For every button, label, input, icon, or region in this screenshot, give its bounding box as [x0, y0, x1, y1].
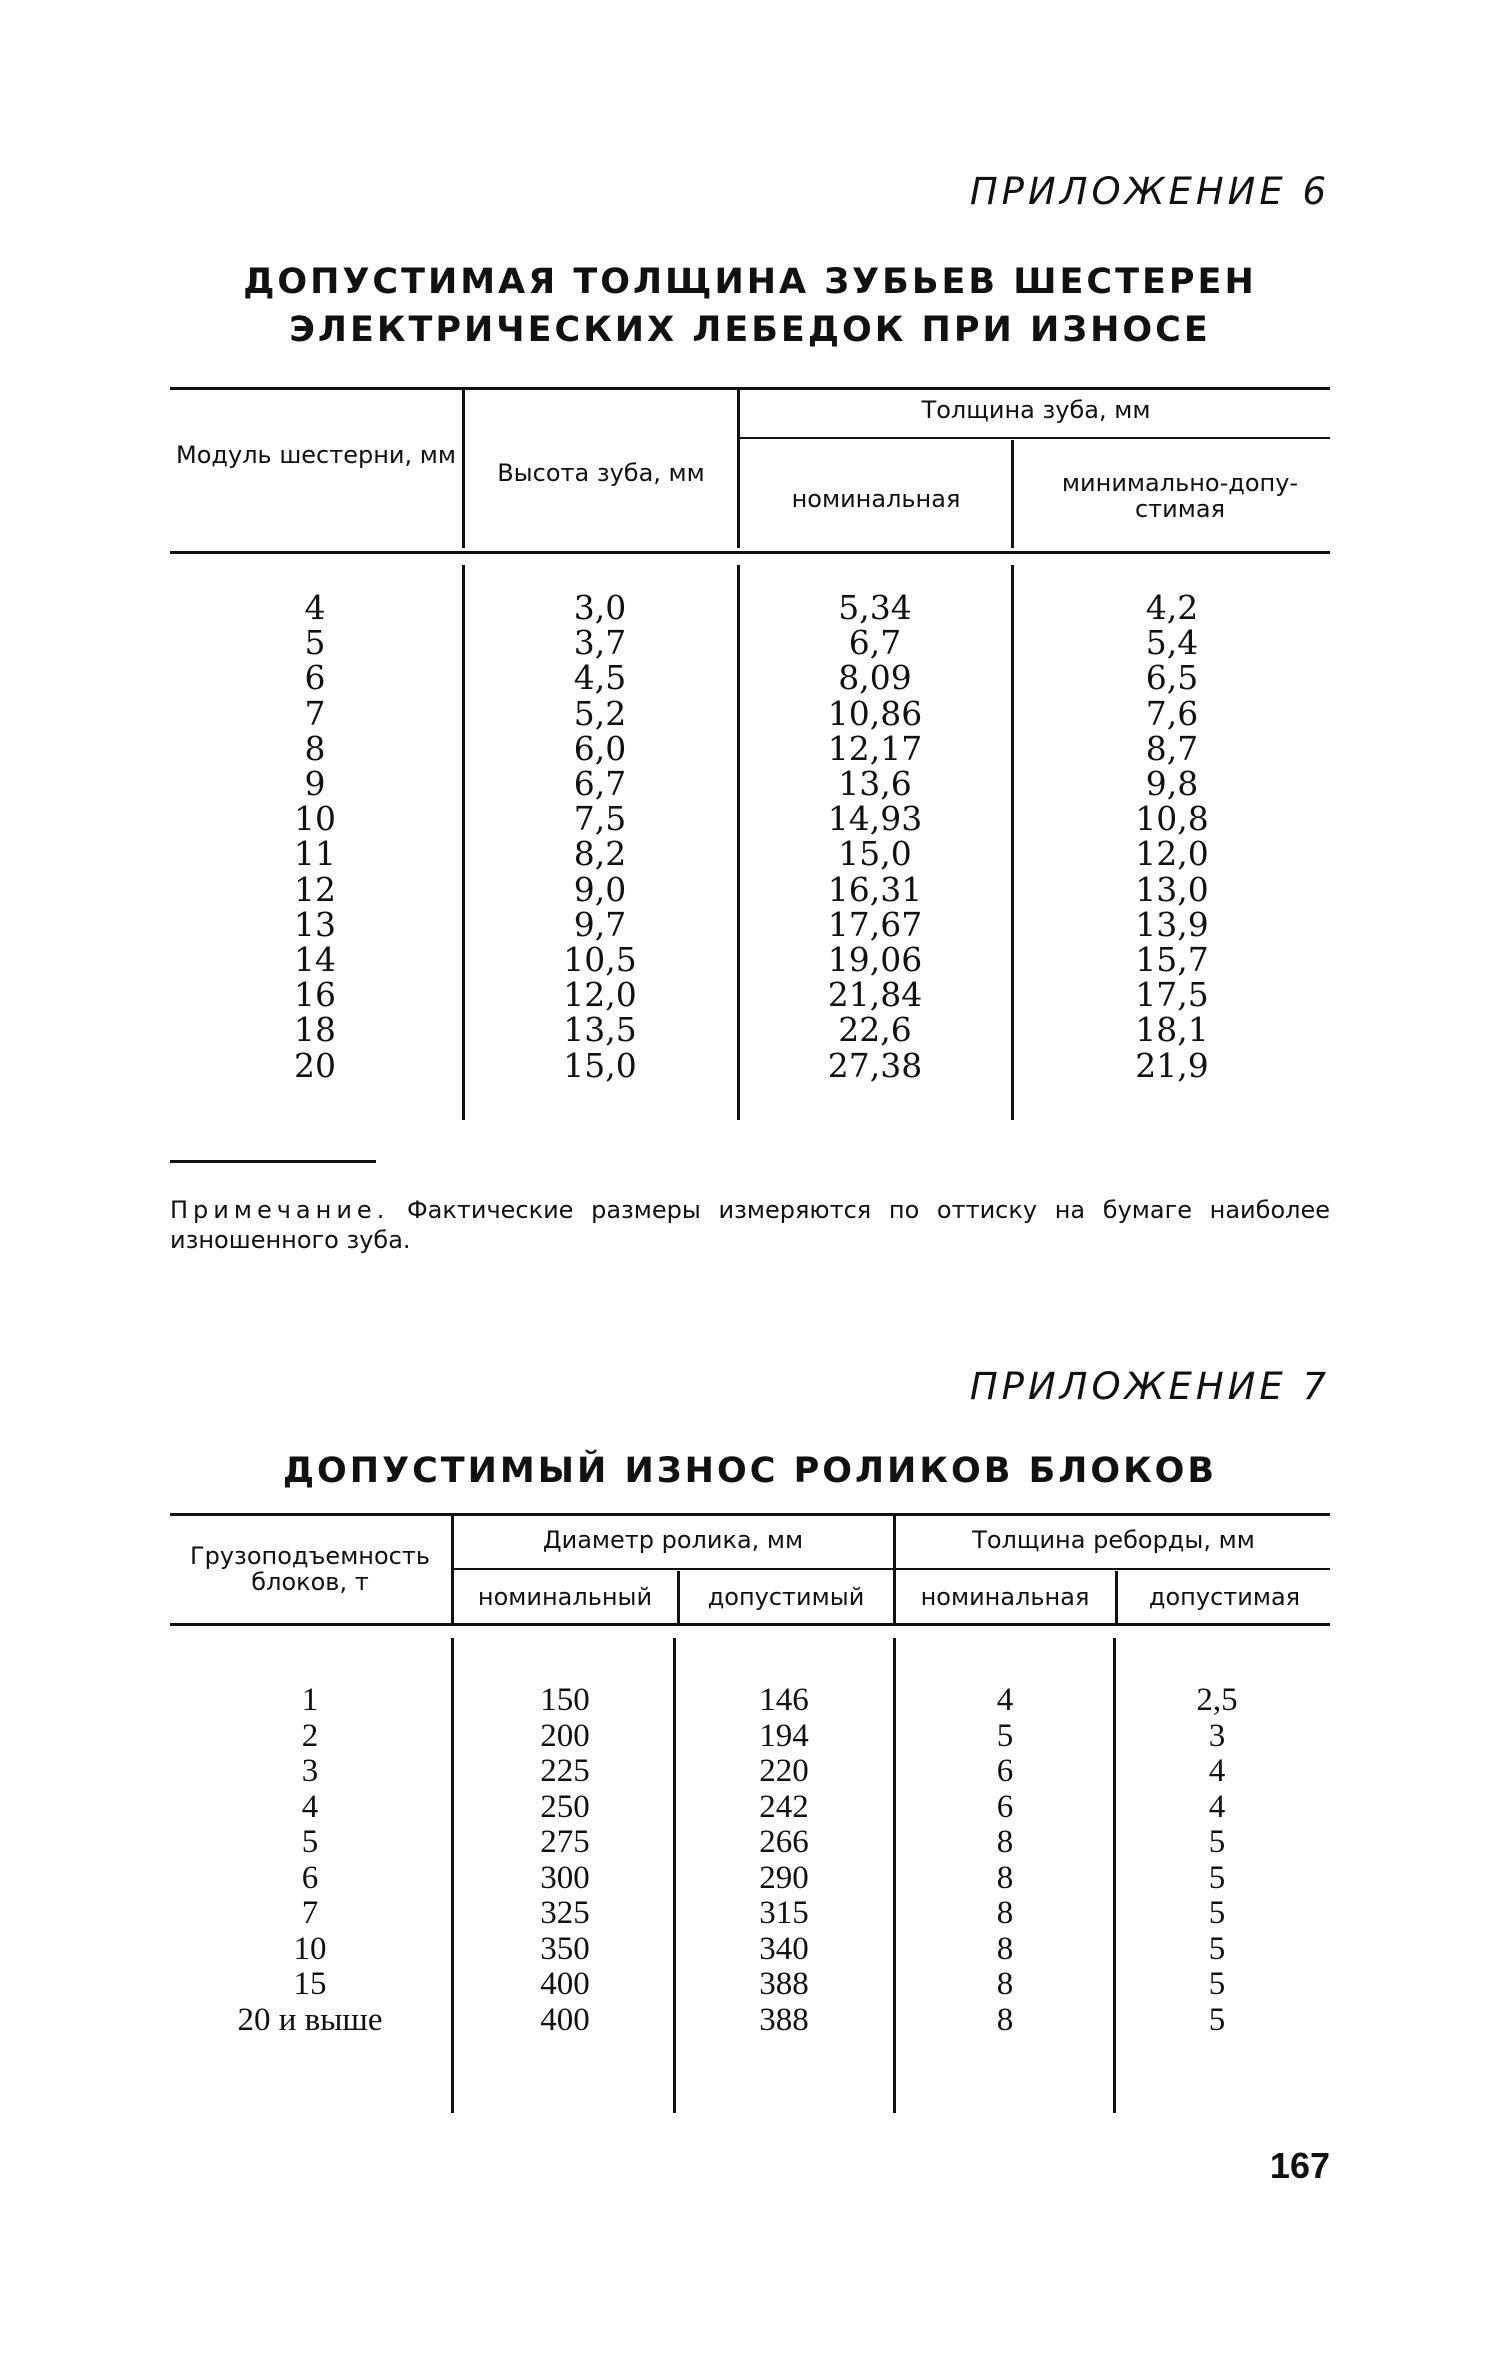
table-cell: 325 — [540, 1895, 590, 1931]
table-cell: 10,8 — [1135, 799, 1209, 839]
table-cell: 7 — [301, 1895, 319, 1931]
table-cell: 9,7 — [573, 904, 627, 944]
appendix-7-label: ПРИЛОЖЕНИЕ 7 — [969, 1365, 1330, 1408]
table-cell: 16 — [294, 975, 336, 1015]
table7-body-vrule-1 — [451, 1638, 454, 2113]
table7-vrule-3 — [893, 1516, 896, 1623]
header-flange-nominal: номинальная — [920, 1583, 1090, 1611]
header-flange-allowed: допустимая — [1148, 1583, 1301, 1611]
header-minimal: минимально-допу-стимая — [1061, 469, 1299, 523]
header-flange: Толщина реборды, мм — [972, 1526, 1255, 1554]
table-cell: 200 — [540, 1717, 590, 1754]
table-cell: 10 — [294, 799, 336, 839]
table-cell: 8 — [996, 1966, 1014, 2002]
table-cell: 13,5 — [563, 1010, 637, 1050]
table-cell: 9 — [304, 764, 326, 804]
page-number: 167 — [1269, 2145, 1330, 2186]
table-cell: 16,31 — [827, 869, 923, 909]
table-cell: 8 — [304, 728, 326, 768]
table-cell: 4,2 — [1145, 588, 1199, 627]
table-cell: 7,5 — [573, 799, 627, 839]
table-cell: 19,06 — [827, 940, 923, 980]
table-cell: 10,86 — [827, 693, 923, 733]
table-cell: 4 — [301, 1788, 319, 1825]
appendix-7-title: ДОПУСТИМЫЙ ИЗНОС РОЛИКОВ БЛОКОВ — [282, 1451, 1218, 1491]
table-cell: 6,7 — [573, 764, 627, 804]
table-cell: 4 — [1208, 1788, 1226, 1825]
table-cell: 21,84 — [827, 975, 923, 1015]
table-cell: 14 — [294, 940, 336, 980]
table-cell: 8 — [996, 2001, 1014, 2038]
table-cell: 22,6 — [838, 1010, 912, 1050]
table-cell: 6,7 — [848, 623, 902, 663]
table-cell: 8,7 — [1145, 728, 1199, 768]
table-cell: 5 — [1208, 1895, 1226, 1931]
table-cell: 150 — [540, 1682, 590, 1718]
column-capacity — [170, 1683, 450, 2038]
table-cell: 2,5 — [1196, 1682, 1238, 1718]
table-cell: 194 — [759, 1717, 809, 1754]
table-cell: 6 — [301, 1859, 319, 1896]
header-module: Модуль шестерни, мм — [176, 441, 456, 469]
table6-vrule-2 — [737, 390, 740, 548]
footnote — [170, 1195, 1330, 1255]
table-cell: 6 — [996, 1788, 1014, 1825]
table-cell: 12,0 — [563, 975, 637, 1015]
table6-mid-rule — [740, 437, 1330, 439]
column-flange-allowed — [1117, 1683, 1317, 2038]
appendix-6-title-line1: ДОПУСТИМАЯ ТОЛЩИНА ЗУБЬЕВ ШЕСТЕРЕН — [243, 262, 1257, 302]
table-cell: 12,17 — [827, 728, 923, 768]
table-cell: 300 — [540, 1859, 590, 1896]
table7-vrule-4 — [1115, 1571, 1118, 1623]
column-flange-nominal — [897, 1683, 1113, 2038]
column-tooth-height — [465, 590, 735, 1083]
table-cell: 21,9 — [1135, 1045, 1209, 1085]
footnote-text: Фактические размеры измеряются по оттиску на бумаге наиболее изношенного зуба. — [170, 1196, 1330, 1254]
table-cell: 10 — [293, 1930, 327, 1967]
table7-vrule-1 — [451, 1516, 454, 1623]
table-cell: 220 — [759, 1753, 809, 1789]
table-cell: 6,5 — [1145, 658, 1199, 698]
table-cell: 340 — [759, 1930, 809, 1967]
table-cell: 5,34 — [838, 588, 912, 627]
table-cell: 12,0 — [1135, 834, 1209, 874]
table-cell: 3,7 — [573, 623, 627, 663]
table-cell: 5 — [1208, 1930, 1226, 1967]
table-cell: 4 — [304, 588, 326, 627]
table-cell: 242 — [759, 1788, 809, 1825]
table-cell: 9,8 — [1145, 764, 1199, 804]
footnote-label: Примечание. — [170, 1196, 390, 1224]
table-cell: 8 — [996, 1895, 1014, 1931]
table-cell: 290 — [759, 1859, 809, 1896]
table-cell: 20 и выше — [237, 2001, 383, 2038]
table-cell: 3,0 — [573, 588, 627, 627]
table-cell: 5,2 — [573, 693, 627, 733]
table-cell: 388 — [759, 1966, 809, 2002]
header-diameter-allowed: допустимый — [707, 1583, 865, 1611]
table-cell: 8 — [996, 1824, 1014, 1860]
table-cell: 13 — [294, 904, 336, 944]
table-cell: 350 — [540, 1930, 590, 1967]
table-cell: 6,0 — [573, 728, 627, 768]
table-cell: 17,67 — [827, 904, 923, 944]
table-cell: 14,93 — [827, 799, 923, 839]
table7-body-vrule-3 — [893, 1638, 896, 2113]
table-cell: 8 — [996, 1930, 1014, 1967]
table7-body-vrule-4 — [1113, 1638, 1116, 2113]
header-tooth-thickness: Толщина зуба, мм — [921, 396, 1151, 424]
table-cell: 4 — [996, 1682, 1014, 1718]
table-cell: 5 — [301, 1824, 319, 1860]
appendix-6-title — [0, 258, 1500, 354]
table-cell: 315 — [759, 1895, 809, 1931]
table-cell: 8,09 — [838, 658, 912, 698]
table-cell: 4,5 — [573, 658, 627, 698]
header-diameter-nominal: номинальный — [477, 1583, 653, 1611]
header-diameter: Диаметр ролика, мм — [542, 1526, 804, 1554]
table7-mid-rule — [454, 1568, 1330, 1570]
table-cell: 3 — [301, 1753, 319, 1789]
footnote-rule — [170, 1160, 376, 1163]
table-cell: 17,5 — [1135, 975, 1209, 1015]
column-diameter-allowed — [677, 1683, 891, 2038]
table-cell: 13,0 — [1135, 869, 1209, 909]
table-cell: 146 — [759, 1682, 809, 1718]
table-cell: 1 — [301, 1682, 319, 1718]
column-diameter-nominal — [455, 1683, 675, 2038]
table6-vrule-3 — [1011, 440, 1014, 548]
table-cell: 12 — [294, 869, 336, 909]
table-cell: 15 — [293, 1966, 327, 2002]
table6-vrule-1 — [462, 390, 465, 548]
header-tooth-height: Высота зуба, мм — [497, 459, 705, 487]
table-cell: 9,0 — [573, 869, 627, 909]
table-cell: 15,0 — [563, 1045, 637, 1085]
table6-top-rule — [170, 387, 1330, 390]
table6-header-rule — [170, 551, 1330, 554]
table-cell: 5 — [1208, 1824, 1226, 1860]
table-cell: 225 — [540, 1753, 590, 1789]
table-cell: 27,38 — [827, 1045, 923, 1085]
table-cell: 5 — [996, 1717, 1014, 1754]
table-cell: 11 — [294, 834, 336, 874]
table-cell: 388 — [759, 2001, 809, 2038]
header-capacity: Грузоподъемность блоков, т — [189, 1542, 430, 1596]
table-cell: 13,9 — [1135, 904, 1209, 944]
column-minimal-thickness — [1014, 590, 1330, 1083]
table7-vrule-2 — [677, 1571, 680, 1623]
table-cell: 2 — [301, 1717, 319, 1754]
table-cell: 5 — [1208, 1859, 1226, 1896]
table-cell: 7 — [304, 693, 326, 733]
table-cell: 18 — [294, 1010, 336, 1050]
table-cell: 3 — [1208, 1717, 1226, 1754]
table-cell: 13,6 — [838, 764, 912, 804]
column-nominal-thickness — [740, 590, 1010, 1083]
table-cell: 18,1 — [1135, 1010, 1209, 1050]
table7-header-rule — [170, 1623, 1330, 1626]
table-cell: 400 — [540, 2001, 590, 2038]
appendix-6-title-line2: ЭЛЕКТРИЧЕСКИХ ЛЕБЕДОК ПРИ ИЗНОСЕ — [289, 310, 1211, 350]
header-nominal: номинальная — [791, 485, 961, 513]
table-cell: 266 — [759, 1824, 809, 1860]
table-cell: 6 — [996, 1753, 1014, 1789]
table-cell: 15,0 — [838, 834, 912, 874]
table-cell: 400 — [540, 1966, 590, 2002]
table-cell: 15,7 — [1135, 940, 1209, 980]
table-cell: 275 — [540, 1824, 590, 1860]
table-cell: 8,2 — [573, 834, 627, 874]
table7-top-rule — [170, 1513, 1330, 1516]
table-cell: 5 — [1208, 2001, 1226, 2038]
table-cell: 8 — [996, 1859, 1014, 1896]
table-cell: 250 — [540, 1788, 590, 1825]
table-cell: 5,4 — [1145, 623, 1199, 663]
table-cell: 4 — [1208, 1753, 1226, 1789]
table-cell: 7,6 — [1145, 693, 1199, 733]
table-cell: 5 — [1208, 1966, 1226, 2002]
table-cell: 20 — [294, 1045, 336, 1085]
column-module — [170, 590, 460, 1083]
table-cell: 5 — [304, 623, 326, 663]
table-cell: 10,5 — [563, 940, 637, 980]
table-cell: 6 — [304, 658, 326, 698]
appendix-6-label: ПРИЛОЖЕНИЕ 6 — [969, 170, 1330, 213]
